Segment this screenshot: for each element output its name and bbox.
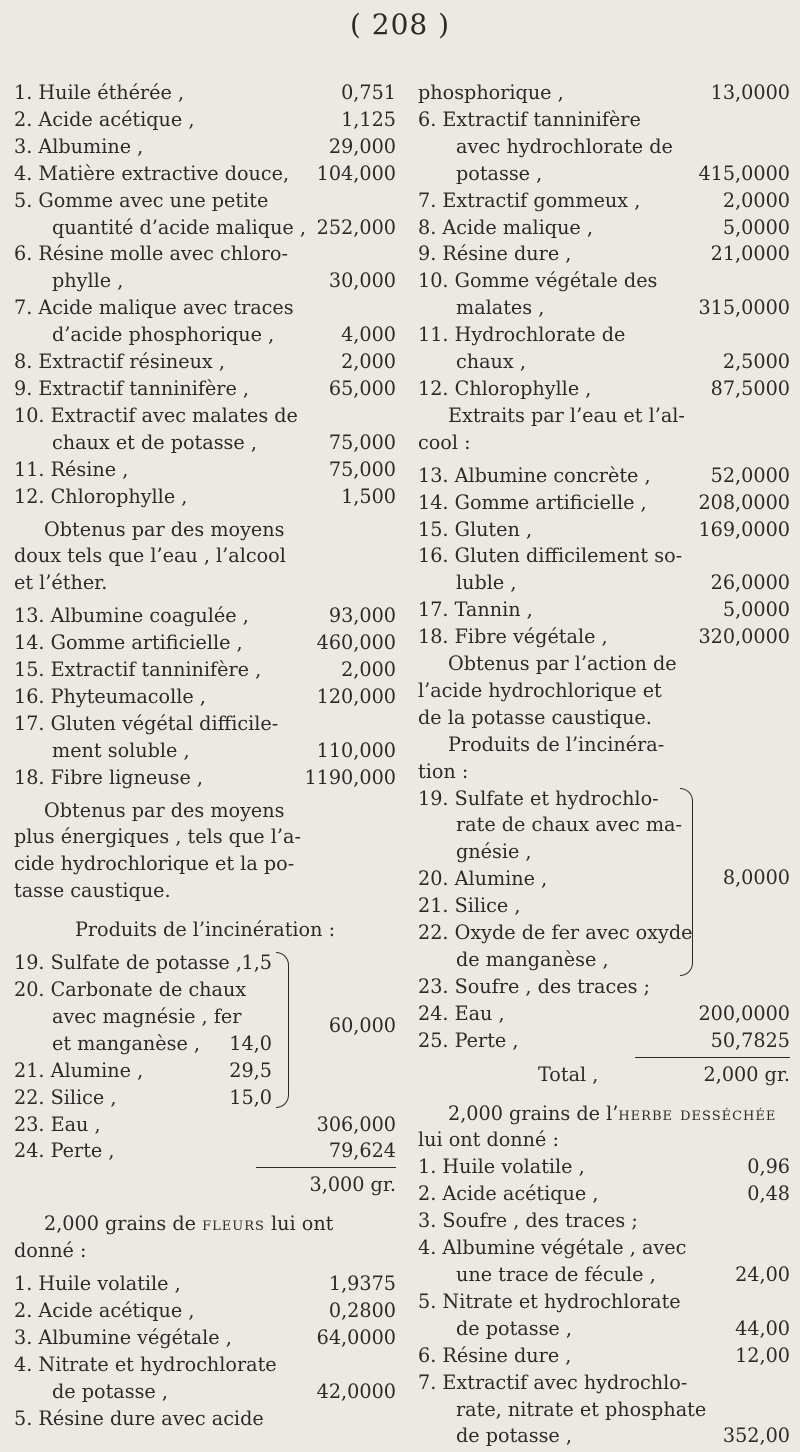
left-fleurs-word: fleurs — [202, 1212, 265, 1236]
entry-label: 12. Chlorophylle , — [14, 484, 188, 508]
entry-row — [418, 1316, 790, 1343]
entry-value: 26,0000 — [710, 571, 790, 595]
entry-label: 8. Extractif résineux , — [14, 350, 225, 374]
entry-label: 7. Extractif avec hydrochlo- — [418, 1370, 688, 1394]
left-group2 — [14, 603, 396, 791]
entry-row — [14, 1325, 396, 1352]
right-group2 — [418, 463, 790, 651]
text-line: rate de chaux avec ma- — [456, 813, 682, 837]
entry-row — [14, 295, 396, 322]
entry-row — [418, 188, 790, 215]
entry-value: 64,0000 — [316, 1325, 396, 1349]
entry-label: 11. Hydrochlorate de — [418, 323, 626, 347]
entry-value: 315,0000 — [698, 296, 790, 320]
entry-value: 1190,000 — [304, 765, 396, 789]
entry-row — [14, 349, 396, 376]
left-intro2 — [14, 517, 396, 598]
entry-value: 169,0000 — [698, 517, 790, 541]
entry-label: 24. Perte , — [14, 1139, 115, 1163]
left-brace — [276, 952, 289, 1108]
entry-label: 11. Résine , — [14, 457, 129, 481]
entry-row — [14, 403, 396, 430]
text-line: Extraits par l’eau et l’al- — [448, 403, 685, 427]
entry-value: 110,000 — [316, 738, 396, 762]
text-line: 22. Oxyde de fer avec oxyde — [418, 921, 693, 945]
right-intro2 — [418, 403, 790, 457]
entry-row — [14, 1298, 396, 1325]
entry-value: 15,0 — [229, 1085, 272, 1109]
right-herbe-intro-2: lui ont donné : — [418, 1128, 559, 1152]
text-line: de manganèse , — [456, 948, 609, 971]
entry-row — [418, 1262, 790, 1289]
entry-label: 14. Gomme artificielle , — [14, 631, 243, 655]
entry-row — [14, 1085, 272, 1112]
entry-value: 30,000 — [328, 269, 396, 293]
entry-label: 6. Résine molle avec chloro- — [14, 242, 288, 266]
text-line: doux tels que l’eau , l’alcool — [14, 544, 286, 568]
entry-row — [14, 1031, 272, 1058]
entry-row — [418, 161, 790, 188]
entry-row — [14, 1058, 272, 1085]
entry-label: 1. Huile volatile , — [418, 1155, 585, 1179]
entry-row — [14, 1379, 396, 1406]
right-group5 — [418, 1154, 790, 1450]
entry-value: 0,48 — [747, 1182, 790, 1206]
entry-row — [418, 517, 790, 544]
entry-value: 0,96 — [747, 1155, 790, 1179]
entry-value: 87,5000 — [710, 376, 790, 400]
entry-row — [418, 543, 790, 570]
entry-value: 120,000 — [316, 684, 396, 708]
entry-value: 306,000 — [316, 1112, 396, 1136]
entry-label: 10. Extractif avec malates de — [14, 403, 298, 427]
text-line: gnésie , — [456, 840, 532, 864]
entry-row — [14, 711, 396, 738]
entry-row — [418, 107, 790, 134]
entry-label: luble , — [456, 571, 517, 595]
entry-row — [418, 1343, 790, 1370]
entry-value: 5,0000 — [722, 215, 790, 239]
entry-row — [418, 80, 790, 107]
entry-value: 0,2800 — [328, 1298, 396, 1322]
entry-row — [418, 1289, 790, 1316]
entry-label: 6. Résine dure , — [418, 1343, 572, 1367]
left-group1 — [14, 80, 396, 511]
entry-row — [418, 1028, 790, 1055]
entry-value: 104,000 — [316, 161, 396, 185]
entry-value: 4,000 — [341, 323, 396, 347]
entry-label: malates , — [456, 296, 545, 320]
entry-value: 29,000 — [328, 134, 396, 158]
entry-label: 9. Résine dure , — [418, 242, 572, 266]
entry-value: 208,0000 — [698, 490, 790, 514]
entry-label: 25. Perte , — [418, 1028, 519, 1052]
entry-label: 23. Soufre , des traces ; — [418, 974, 651, 998]
entry-label: 3. Albumine , — [14, 134, 144, 158]
entry-row — [14, 430, 396, 457]
entry-label: 19. Sulfate de potasse , — [14, 951, 242, 975]
entry-label: 13. Albumine coagulée , — [14, 604, 249, 628]
entry-value: 44,00 — [735, 1316, 790, 1340]
entry-row — [14, 1406, 396, 1433]
entry-row — [14, 322, 396, 349]
entry-row — [14, 1112, 396, 1139]
entry-label: de potasse , — [456, 1316, 572, 1340]
entry-value: 2,5000 — [722, 350, 790, 374]
entry-row — [14, 161, 396, 188]
text-line: tion : — [418, 759, 469, 783]
entry-row — [418, 241, 790, 268]
entry-value: 75,000 — [328, 430, 396, 454]
entry-label: 5. Nitrate et hydrochlorate — [418, 1289, 681, 1313]
entry-value: 2,0000 — [722, 188, 790, 212]
right-group1 — [418, 80, 790, 403]
right-column — [418, 80, 790, 1450]
entry-label: 2. Acide acétique , — [14, 1298, 195, 1322]
entry-row — [418, 1370, 790, 1397]
entry-row — [418, 1235, 790, 1262]
text-line: 20. Alumine , — [418, 867, 548, 891]
entry-row — [14, 603, 396, 630]
entry-label: et manganèse , — [52, 1031, 200, 1055]
entry-value: 2,000 — [341, 350, 396, 374]
text-line: tasse caustique. — [14, 879, 171, 903]
entry-row — [418, 215, 790, 242]
entry-row — [14, 457, 396, 484]
right-brace — [680, 788, 693, 976]
entry-label: d’acide phosphorique , — [52, 323, 275, 347]
entry-label: ment soluble , — [52, 738, 190, 762]
text-line: de la potasse caustique. — [418, 705, 652, 729]
entry-label: 17. Tannin , — [418, 598, 533, 622]
left-group4 — [14, 1112, 396, 1166]
entry-value: 0,751 — [341, 81, 396, 104]
entry-label: 1. Huile éthérée , — [14, 81, 185, 104]
entry-label: 6. Extractif tanninifère — [418, 107, 641, 131]
entry-label: phosphorique , — [418, 81, 564, 104]
entry-row — [418, 570, 790, 597]
entry-value: 50,7825 — [710, 1028, 790, 1052]
right-incineration-heading — [418, 732, 790, 786]
entry-label: 8. Acide malique , — [418, 215, 593, 239]
entry-label: phylle , — [52, 269, 124, 293]
left-total: 3,000 gr. — [309, 1173, 396, 1197]
entry-value: 1,500 — [341, 484, 396, 508]
entry-row — [14, 977, 272, 1004]
entry-row — [418, 490, 790, 517]
text-line: cide hydrochlorique et la po- — [14, 852, 295, 876]
text-line: 19. Sulfate et hydrochlo- — [418, 786, 659, 810]
entry-row — [418, 268, 790, 295]
right-group4 — [418, 974, 790, 1055]
entry-label: 9. Extractif tanninifère , — [14, 376, 250, 400]
left-group5 — [14, 1271, 396, 1432]
entry-value: 24,00 — [735, 1262, 790, 1286]
text-line: Obtenus par des moyens — [44, 798, 285, 822]
entry-label: 4. Albumine végétale , avec — [418, 1236, 687, 1260]
left-total-rule — [256, 1167, 396, 1168]
entry-value: 52,0000 — [710, 463, 790, 487]
entry-value: 2,000 — [341, 658, 396, 682]
entry-row — [418, 1208, 790, 1235]
entry-value: 1,5 — [241, 951, 272, 975]
entry-label: 18. Fibre végétale , — [418, 625, 608, 649]
right-incineration-group — [418, 786, 790, 974]
entry-label: 15. Extractif tanninifère , — [14, 658, 262, 682]
entry-label: 20. Carbonate de chaux — [14, 978, 247, 1001]
entry-row — [14, 376, 396, 403]
entry-value: 320,0000 — [698, 625, 790, 649]
entry-value: 75,000 — [328, 457, 396, 481]
entry-label: 16. Gluten difficilement so- — [418, 544, 683, 568]
entry-label: 7. Extractif gommeux , — [418, 188, 641, 212]
left-column — [14, 80, 396, 1433]
entry-row — [14, 484, 396, 511]
entry-value: 1,125 — [341, 107, 396, 131]
entry-row — [14, 684, 396, 711]
right-total: 2,000 gr. — [703, 1062, 790, 1086]
entry-row — [418, 1001, 790, 1028]
entry-label: 2. Acide acétique , — [14, 107, 195, 131]
entry-label: 23. Eau , — [14, 1112, 101, 1136]
entry-label: 15. Gluten , — [418, 517, 533, 541]
entry-label: 3. Soufre , des traces ; — [418, 1209, 638, 1233]
entry-label: 1. Huile volatile , — [14, 1272, 181, 1296]
entry-row — [14, 241, 396, 268]
entry-label: 3. Albumine végétale , — [14, 1325, 232, 1349]
text-line: plus énergiques , tels que l’a- — [14, 825, 301, 849]
page-number: ( 208 ) — [349, 8, 451, 41]
entry-row — [14, 738, 396, 765]
entry-row — [418, 376, 790, 403]
entry-row — [418, 322, 790, 349]
entry-label: 5. Résine dure avec acide — [14, 1406, 264, 1430]
right-total-row — [418, 1062, 790, 1089]
entry-value: 200,0000 — [698, 1001, 790, 1025]
entry-value: 65,000 — [328, 376, 396, 400]
right-total-label: Total , — [538, 1062, 599, 1086]
entry-label: rate, nitrate et phosphate — [456, 1397, 707, 1421]
entry-row — [14, 1352, 396, 1379]
entry-value: 13,0000 — [710, 81, 790, 104]
entry-value: 42,0000 — [316, 1379, 396, 1403]
entry-value: 5,0000 — [722, 598, 790, 622]
entry-value: 93,000 — [328, 604, 396, 628]
entry-row — [14, 268, 396, 295]
entry-value: 252,000 — [316, 215, 396, 239]
entry-value: 415,0000 — [698, 161, 790, 185]
entry-row — [14, 107, 396, 134]
entry-label: 13. Albumine concrète , — [418, 463, 651, 487]
right-intro3 — [418, 651, 790, 732]
entry-label: 17. Gluten végétal difficile- — [14, 711, 279, 735]
entry-row — [14, 950, 272, 977]
entry-row — [14, 630, 396, 657]
entry-label: avec hydrochlorate de — [456, 134, 673, 158]
entry-row — [418, 1181, 790, 1208]
entry-label: chaux et de potasse , — [52, 430, 257, 454]
text-line: Produits de l’incinéra- — [448, 732, 665, 756]
entry-value: 460,000 — [316, 631, 396, 655]
entry-value: 29,5 — [229, 1058, 272, 1082]
entry-row — [418, 1397, 790, 1424]
entry-label: 10. Gomme végétale des — [418, 269, 658, 293]
entry-label: 18. Fibre ligneuse , — [14, 765, 203, 789]
text-line: Obtenus par des moyens — [44, 517, 285, 541]
entry-row — [418, 349, 790, 376]
entry-label: 7. Acide malique avec traces — [14, 296, 294, 320]
right-total-rule — [635, 1057, 790, 1058]
entry-value: 14,0 — [229, 1031, 272, 1055]
entry-label: 14. Gomme artificielle , — [418, 490, 647, 514]
entry-row — [14, 134, 396, 161]
entry-value: 21,0000 — [710, 242, 790, 266]
entry-label: 21. Alumine , — [14, 1058, 144, 1082]
entry-row — [418, 463, 790, 490]
text-line: Obtenus par l’action de — [448, 652, 677, 676]
entry-row — [14, 215, 396, 242]
left-fleurs-intro: 2,000 grains de fleurs lui ont — [44, 1212, 334, 1236]
entry-row — [418, 624, 790, 651]
text-line: l’acide hydrochlorique et — [418, 678, 662, 702]
left-incineration-heading: Produits de l’incinération : — [74, 918, 336, 942]
entry-value: 12,00 — [735, 1343, 790, 1367]
right-group3-total: 8,0000 — [722, 865, 790, 889]
text-line: cool : — [418, 430, 471, 454]
entry-label: 16. Phyteumacolle , — [14, 684, 206, 708]
entry-row — [14, 1271, 396, 1298]
left-incineration-group — [14, 950, 396, 1111]
entry-label: une trace de fécule , — [456, 1262, 656, 1286]
entry-label: 22. Silice , — [14, 1085, 117, 1109]
right-herbe-intro: 2,000 grains de l’herbe desséchée — [448, 1101, 777, 1125]
entry-label: 24. Eau , — [418, 1001, 505, 1025]
entry-label: potasse , — [456, 161, 543, 185]
entry-row — [14, 657, 396, 684]
entry-value: 1,9375 — [328, 1272, 396, 1296]
entry-row — [14, 765, 396, 792]
entry-row — [418, 974, 790, 1001]
entry-label: 4. Nitrate et hydrochlorate — [14, 1352, 277, 1376]
left-fleurs-intro-2: donné : — [14, 1239, 87, 1263]
left-group3-total: 60,000 — [328, 1014, 396, 1038]
entry-row — [418, 295, 790, 322]
entry-row — [418, 134, 790, 161]
entry-row — [14, 188, 396, 215]
entry-label: chaux , — [456, 350, 526, 374]
entry-label: 5. Gomme avec une petite — [14, 188, 269, 212]
entry-label: de potasse , — [456, 1424, 572, 1448]
entry-row — [14, 1004, 272, 1031]
right-herbe-word: herbe desséchée — [618, 1101, 777, 1125]
entry-row — [14, 1138, 396, 1165]
entry-label: avec magnésie , fer — [52, 1004, 242, 1028]
entry-label: quantité d’acide malique , — [52, 215, 306, 239]
entry-row — [418, 597, 790, 624]
entry-row — [14, 80, 396, 107]
entry-label: 4. Matière extractive douce, — [14, 161, 290, 185]
entry-label: de potasse , — [52, 1379, 168, 1403]
left-intro3 — [14, 798, 396, 906]
entry-label: 2. Acide acétique , — [418, 1182, 599, 1206]
text-line: 21. Silice , — [418, 894, 521, 918]
entry-value: 352,00 — [722, 1424, 790, 1448]
entry-value: 79,624 — [328, 1139, 396, 1163]
entry-label: 12. Chlorophylle , — [418, 376, 592, 400]
text-line: et l’éther. — [14, 571, 108, 595]
entry-row — [418, 1154, 790, 1181]
entry-row — [418, 1423, 790, 1450]
